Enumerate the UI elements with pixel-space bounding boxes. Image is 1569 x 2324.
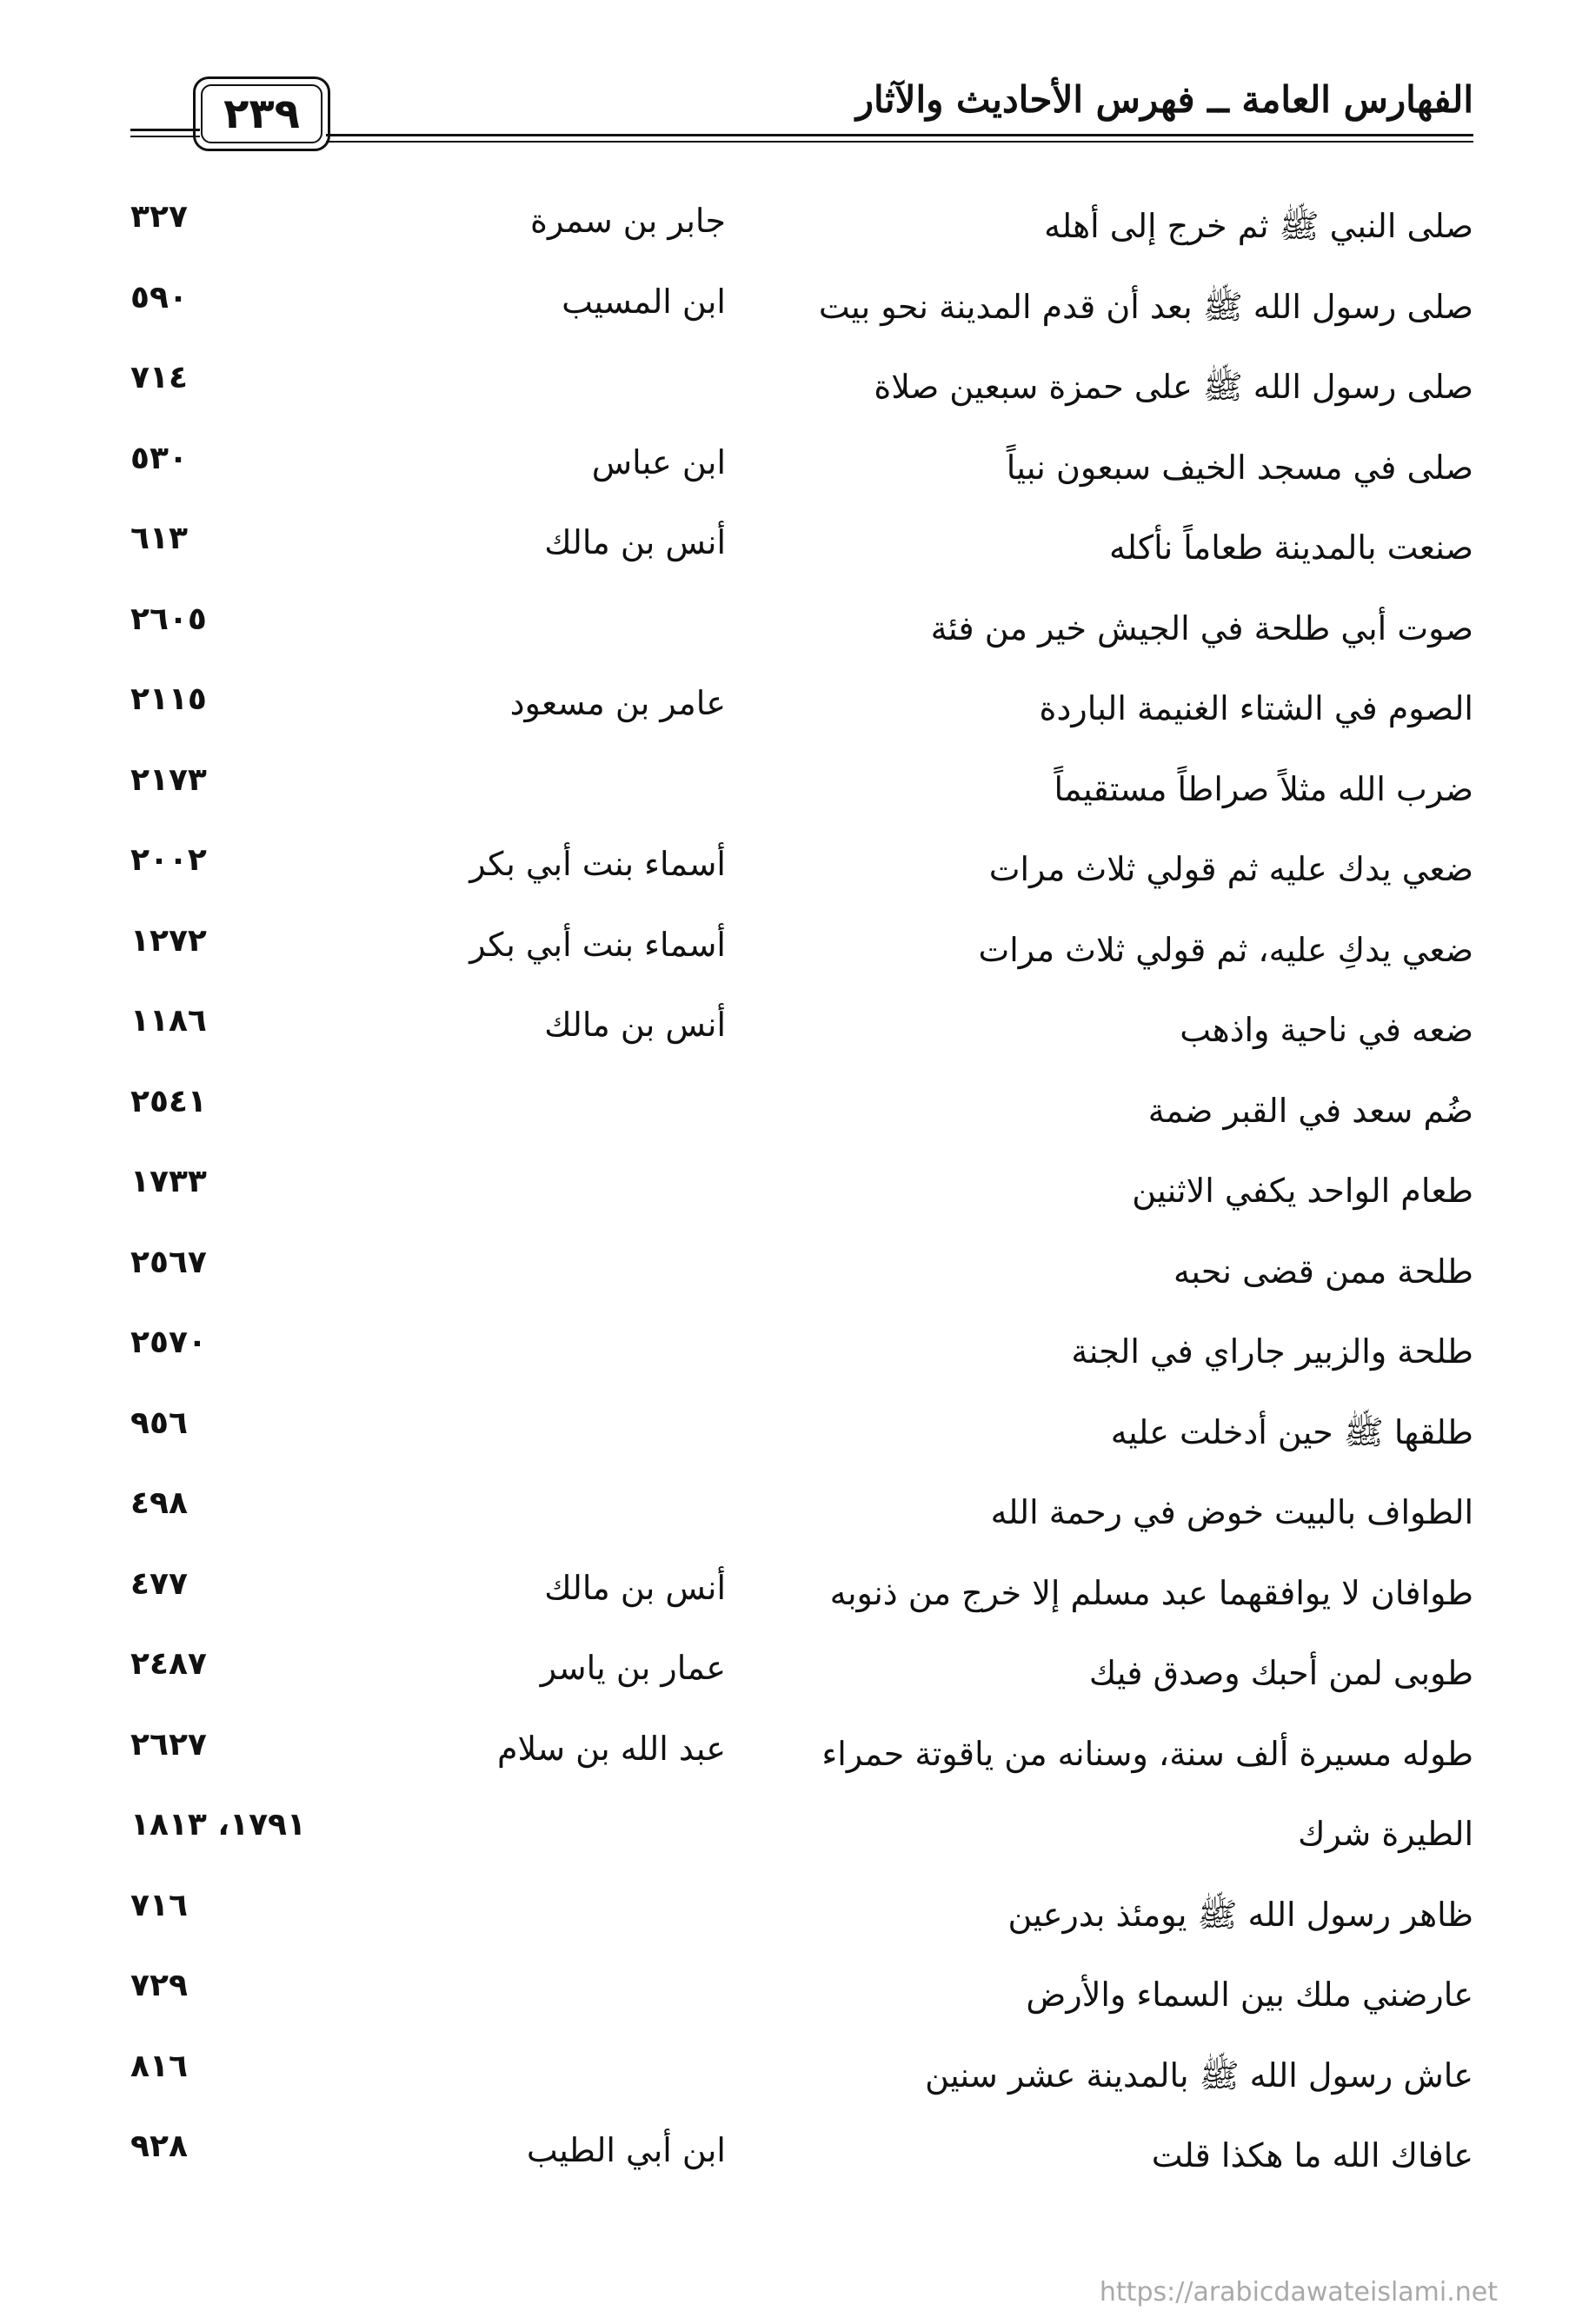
index-entry bbox=[130, 681, 1473, 750]
narrator-name: عامر بن مسعود bbox=[509, 684, 726, 722]
header-title: الفهارس العامة ــ فهرس الأحاديث والآثار bbox=[855, 78, 1473, 121]
hadith-number: ٢١٧٣ bbox=[130, 762, 207, 798]
page-header bbox=[130, 76, 1473, 155]
hadith-number: ٤٧٧ bbox=[130, 1566, 188, 1602]
hadith-text: طوبى لمن أحبك وصدق فيك bbox=[1088, 1654, 1473, 1692]
header-rule bbox=[326, 141, 1473, 143]
index-entry bbox=[130, 2048, 1473, 2117]
hadith-number: ٢٤٨٧ bbox=[130, 1646, 207, 1682]
hadith-text: طلقها ﷺ حين أدخلت عليه bbox=[1110, 1413, 1473, 1451]
index-entry bbox=[130, 198, 1473, 268]
hadith-text: طوافان لا يوافقهما عبد مسلم إلا خرج من ذنوبه bbox=[829, 1574, 1473, 1612]
hadith-number: ٥٣٠ bbox=[130, 441, 188, 476]
narrator-name: أسماء بنت أبي بكر bbox=[469, 926, 726, 964]
narrator-name: أنس بن مالك bbox=[544, 1569, 726, 1607]
hadith-text: طوله مسيرة ألف سنة، وسنانه من ياقوتة حمراء bbox=[821, 1735, 1473, 1773]
hadith-number: ٦١٣ bbox=[130, 521, 188, 556]
index-entry bbox=[130, 1484, 1473, 1554]
index-entry bbox=[130, 601, 1473, 670]
hadith-number: ٨١٦ bbox=[130, 2048, 188, 2084]
hadith-text: صنعت بالمدينة طعاماً نأكله bbox=[1109, 528, 1473, 567]
index-entry bbox=[130, 761, 1473, 831]
header-rule bbox=[130, 136, 200, 137]
narrator-name: أنس بن مالك bbox=[544, 1006, 726, 1044]
page-number-box bbox=[193, 76, 330, 151]
index-entry bbox=[130, 1967, 1473, 2036]
narrator-name: ابن عباس bbox=[591, 443, 726, 481]
hadith-text: ضعي يدكِ عليه، ثم قولي ثلاث مرات bbox=[978, 931, 1473, 969]
index-entry bbox=[130, 1726, 1473, 1796]
hadith-number: ٥٩٠ bbox=[130, 280, 188, 315]
hadith-text: ظاهر رسول الله ﷺ يومئذ بدرعين bbox=[1007, 1896, 1473, 1934]
hadith-text: عارضني ملك بين السماء والأرض bbox=[1026, 1975, 1473, 2014]
index-entry bbox=[130, 1163, 1473, 1232]
hadith-text: ضرب الله مثلاً صراطاً مستقيماً bbox=[1054, 770, 1473, 808]
hadith-number: ١١٨٦ bbox=[130, 1003, 207, 1039]
hadith-number: ٢٥٦٧ bbox=[130, 1245, 207, 1280]
narrator-name: عمار بن ياسر bbox=[540, 1649, 726, 1687]
hadith-text: صلى رسول الله ﷺ على حمزة سبعين صلاة bbox=[874, 368, 1473, 406]
index-entry bbox=[130, 1244, 1473, 1313]
watermark-url: https://arabicdawateislami.net bbox=[1099, 2277, 1498, 2307]
index-entry bbox=[130, 440, 1473, 509]
hadith-number: ١٢٧٢ bbox=[130, 923, 207, 959]
hadith-text: ضعي يدك عليه ثم قولي ثلاث مرات bbox=[988, 850, 1473, 888]
index-entry bbox=[130, 1324, 1473, 1393]
hadith-number: ٢٦٢٧ bbox=[130, 1727, 207, 1763]
narrator-name: جابر بن سمرة bbox=[530, 202, 726, 240]
narrator-name: أنس بن مالك bbox=[544, 523, 726, 561]
hadith-number: ٣٢٧ bbox=[130, 199, 188, 235]
index-entry bbox=[130, 2128, 1473, 2197]
hadith-number: ٢١١٥ bbox=[130, 681, 207, 717]
index-entry bbox=[130, 1083, 1473, 1152]
index-entry bbox=[130, 1404, 1473, 1474]
hadith-text: ضُم سعد في القبر ضمة bbox=[1147, 1092, 1473, 1130]
hadith-number: ٩٥٦ bbox=[130, 1405, 188, 1441]
header-rule bbox=[326, 134, 1473, 136]
hadith-number: ٩٢٨ bbox=[130, 2128, 188, 2164]
index-entry bbox=[130, 1887, 1473, 1956]
hadith-number: ٧١٤ bbox=[130, 360, 188, 395]
index-entry bbox=[130, 520, 1473, 589]
narrator-name: أسماء بنت أبي بكر bbox=[469, 845, 726, 883]
index-entry bbox=[130, 1002, 1473, 1072]
hadith-text: صوت أبي طلحة في الجيش خير من فئة bbox=[930, 609, 1473, 647]
hadith-text: صلى في مسجد الخيف سبعون نبياً bbox=[1006, 448, 1473, 487]
hadith-text: صلى النبي ﷺ ثم خرج إلى أهله bbox=[1044, 207, 1473, 245]
hadith-number: ٢٥٤١ bbox=[130, 1084, 207, 1119]
narrator-name: ابن المسيب bbox=[562, 282, 726, 321]
hadith-number: ٧١٦ bbox=[130, 1888, 188, 1923]
hadith-number: ٢٥٧٠ bbox=[130, 1325, 207, 1360]
hadith-text: طلحة والزبير جاراي في الجنة bbox=[1071, 1332, 1473, 1371]
hadith-text: عافاك الله ما هكذا قلت bbox=[1151, 2136, 1473, 2175]
hadith-text: عاش رسول الله ﷺ بالمدينة عشر سنين bbox=[925, 2056, 1473, 2095]
index-entry bbox=[130, 841, 1473, 911]
page-number: ٢٣٩ bbox=[223, 90, 300, 138]
hadith-number: ٧٢٩ bbox=[130, 1968, 188, 2003]
hadith-number: ٢٠٠٢ bbox=[130, 842, 207, 878]
hadith-text: الصوم في الشتاء الغنيمة الباردة bbox=[1039, 689, 1473, 727]
index-entry bbox=[130, 359, 1473, 428]
hadith-number: ٢٦٠٥ bbox=[130, 601, 207, 637]
index-entry bbox=[130, 922, 1473, 992]
hadith-text: الطيرة شرك bbox=[1298, 1815, 1473, 1853]
hadith-text: طلحة ممن قضى نحبه bbox=[1173, 1252, 1473, 1291]
index-entry bbox=[130, 1645, 1473, 1715]
index-entry bbox=[130, 1806, 1473, 1876]
hadith-text: صلى رسول الله ﷺ بعد أن قدم المدينة نحو بيت bbox=[818, 288, 1473, 326]
hadith-number: ١٧٩١، ١٨١٣ bbox=[130, 1807, 306, 1843]
hadith-text: طعام الواحد يكفي الاثنين bbox=[1132, 1172, 1473, 1210]
index-entry bbox=[130, 279, 1473, 349]
hadith-number: ١٧٣٣ bbox=[130, 1164, 207, 1199]
hadith-text: ضعه في ناحية واذهب bbox=[1180, 1011, 1473, 1049]
header-rule bbox=[130, 129, 200, 131]
narrator-name: عبد الله بن سلام bbox=[497, 1730, 726, 1768]
hadith-text: الطواف بالبيت خوض في رحمة الله bbox=[990, 1493, 1473, 1531]
narrator-name: ابن أبي الطيب bbox=[526, 2131, 726, 2169]
index-entry bbox=[130, 1565, 1473, 1635]
hadith-number: ٤٩٨ bbox=[130, 1485, 188, 1521]
